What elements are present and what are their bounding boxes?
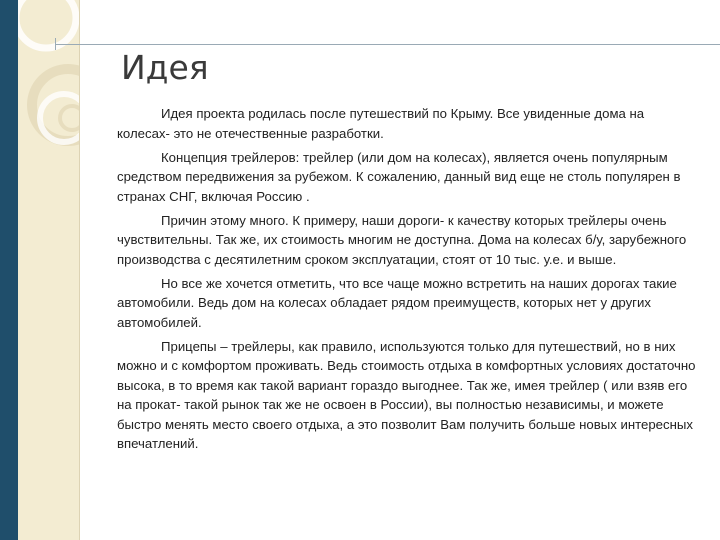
paragraph-2: Концепция трейлеров: трейлер (или дом на колесах), является очень популярным средством передвижения за рубежом. К сожалению, данный вид еще не столь популярен в странах СНГ, включая Россию . <box>117 149 681 204</box>
decorative-side-panel <box>18 0 80 540</box>
title-rule <box>55 44 720 45</box>
decorative-circles <box>18 0 80 540</box>
paragraph-3: Причин этому много. К примеру, наши дороги- к качеству которых трейлеры очень чувствительны. Так же, их стоимость многим не доступна. Дома на колесах б/у, зарубежного производства с десятилетним сроком эксплуатации, стоят от 10 тыс. у.е. и выше. <box>117 212 687 267</box>
left-accent-bar <box>0 0 18 540</box>
paragraph-5: Прицепы – трейлеры, как правило, используются только для путешествий, но в них можно и с комфортом проживать. Ведь стоимость отдыха в комфортных условиях достаточно высока, в то время как такой вариант гораздо выгоднее. Так же, имея трейлер ( или взяв его на прокат- такой рынок так же не освоен в России), вы полностью независимы, и можете быстро менять место своего отдыха, а это позволит Вам получить больше новых интересных впечатлений. <box>117 338 696 451</box>
paragraph-4: Но все же хочется отметить, что все чаще можно встретить на наших дорогах такие автомобили. Ведь дом на колесах обладает рядом преимуществ, которых нет у других автомобилей. <box>117 275 677 330</box>
paragraph-1: Идея проекта родилась после путешествий по Крыму. Все увиденные дома на колесах- это не отечественные разработки. <box>117 106 645 141</box>
slide-body <box>117 104 697 458</box>
panel-divider <box>79 0 80 540</box>
slide-title: Идея <box>121 48 209 87</box>
